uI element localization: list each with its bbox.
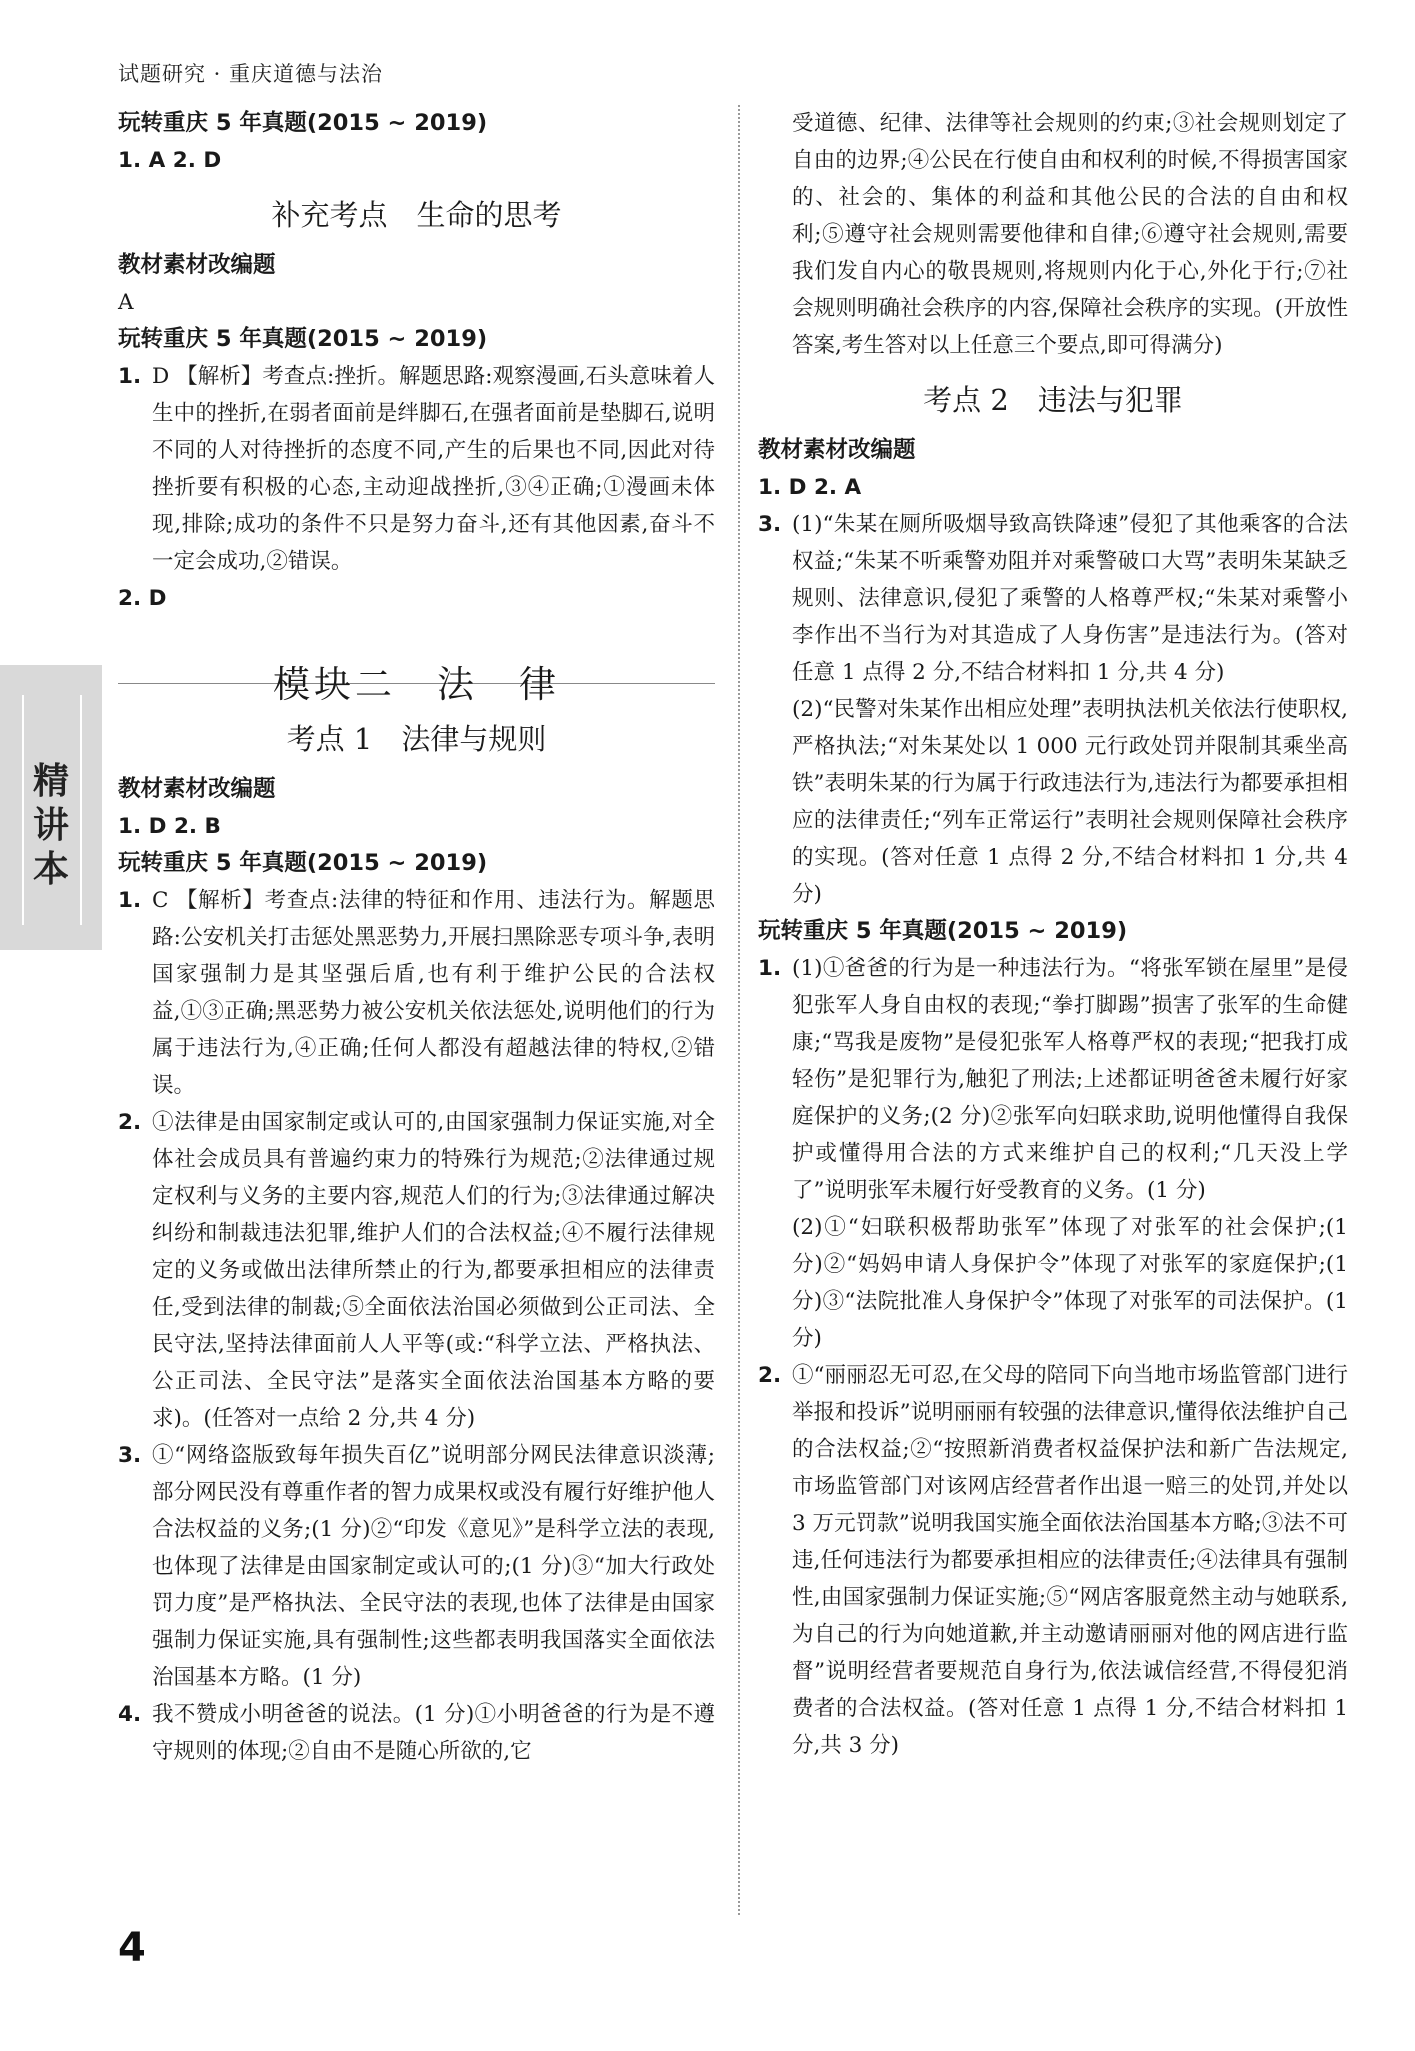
question-answer <box>792 950 1348 1357</box>
running-header: 试题研究 · 重庆道德与法治 <box>118 62 384 86</box>
question-item <box>118 1437 715 1696</box>
answer-part: (2)①“妇联积极帮助张军”体现了对张军的社会保护;(1 分)②“妈妈申请人身保护令”体现了对张军的家庭保护;(1 分)③“法院批准人身保护令”体现了对张军的司法保护。(1 分) <box>792 1215 1348 1351</box>
section-heading: 玩转重庆 5 年真题(2015 ~ 2019) <box>118 850 488 876</box>
question-answer: ①法律是由国家制定或认可的,由国家强制力保证实施,对全体社会成员具有普遍约束力的特殊行为规范;②法律通过规定权利与义务的主要内容,规范人们的行为;③法律通过解决纠纷和制裁违法犯罪,维护人们的合法权益;④不履行法律规定的义务或做出法律所禁止的行为,都要承担相应的法律责任,受到法律的制裁;⑤全面依法治国必须做到公正司法、全民守法,坚持法律面前人人平等(或:“科学立法、严格执法、公正司法、全民守法”是落实全面依法治国基本方略的要求)。(任答对一点给 2 分,共 4 分) <box>152 1110 715 1431</box>
question-answer: 我不赞成小明爸爸的说法。(1 分)①小明爸爸的行为是不遵守规则的体现;②自由不是随心所欲的,它 <box>152 1702 715 1764</box>
question-answer <box>792 506 1348 913</box>
question-item <box>118 1104 715 1437</box>
section-heading: 玩转重庆 5 年真题(2015 ~ 2019) <box>118 110 488 136</box>
module-title: 模块二 法 律 <box>273 663 560 706</box>
section-heading: 教材素材改编题 <box>118 252 276 278</box>
answer-line: A <box>118 290 134 315</box>
question-item <box>118 882 715 1104</box>
question-item <box>758 1357 1348 1764</box>
side-tab-label: 精 讲 本 <box>32 761 69 890</box>
question-number: 3. <box>118 1443 142 1468</box>
question-answer: ①“丽丽忍无可忍,在父母的陪同下向当地市场监管部门进行举报和投诉”说明丽丽有较强的法律意识,懂得依法维护自己的合法权益;②“按照新消费者权益保护法和新广告法规定,市场监管部门对该网店经营者作出退一赔三的处罚,并处以 3 万元罚款”说明我国实施全面依法治国基本方略;③法不可违,任何违法行为都要承担相应的法律责任;④法律具有强制性,由国家强制力保证实施;⑤“网店客服竟然主动与她联系,为自己的行为向她道歉,并主动邀请丽丽对他的网店进行监督”说明经营者要规范自身行为,依法诚信经营,不得侵犯消费者的合法权益。(答对任意 1 点得 1 分,不结合材料扣 1 分,共 3 分) <box>792 1363 1348 1758</box>
question-item <box>118 1696 715 1770</box>
question-number: 1. <box>118 888 142 913</box>
topic-heading: 补充考点 生命的思考 <box>271 198 562 232</box>
answer-part: (2)“民警对朱某作出相应处理”表明执法机关依法行使职权,严格执法;“对朱某处以 1 000 元行政处罚并限制其乘坐高铁”表明朱某的行为属于行政违法行为,违法行为都要承担相应的法律责任;“列车正常运行”表明社会规则保障社会秩序的实现。(答对任意 1 点得 2 分,不结合材料扣 1 分,共 4 分) <box>792 697 1348 907</box>
question-answer: D 【解析】考查点:挫折。解题思路:观察漫画,石头意味着人生中的挫折,在弱者面前是绊脚石,在强者面前是垫脚石,说明不同的人对待挫折的态度不同,产生的后果也不同,因此对待挫折要有积极的心态,主动迎战挫折,③④正确;①漫画未体现,排除;成功的条件不只是努力奋斗,还有其他因素,奋斗不一定会成功,②错误。 <box>152 364 715 574</box>
question-item <box>758 506 1348 913</box>
answer-line: 2. D <box>118 586 167 611</box>
section-heading: 教材素材改编题 <box>758 437 916 463</box>
question-number: 1. <box>118 364 142 389</box>
continued-answer: 受道德、纪律、法律等社会规则的约束;③社会规则划定了自由的边界;④公民在行使自由和权利的时候,不得损害国家的、社会的、集体的利益和其他公民的合法的自由和权利;⑤遵守社会规则需要他律和自律;⑥遵守社会规则,需要我们发自内心的敬畏规则,将规则内化于心,外化于行;⑦社会规则明确社会秩序的内容,保障社会秩序的实现。(开放性答案,考生答对以上任意三个要点,即可得满分) <box>792 111 1348 358</box>
answer-line: 1. A 2. D <box>118 148 222 173</box>
column-divider <box>738 105 740 1915</box>
question-item <box>118 358 715 580</box>
question-answer: C 【解析】考查点:法律的特征和作用、违法行为。解题思路:公安机关打击惩处黑恶势力,开展扫黑除恶专项斗争,表明国家强制力是其坚强后盾,也有利于维护公民的合法权益,①③正确;黑恶势力被公安机关依法惩处,说明他们的行为属于违法行为,④正确;任何人都没有超越法律的特权,②错误。 <box>152 888 715 1098</box>
topic-heading: 考点 1 法律与规则 <box>286 722 547 756</box>
answer-line: 1. D 2. A <box>758 475 862 500</box>
question-number: 4. <box>118 1702 142 1727</box>
section-heading: 教材素材改编题 <box>118 776 276 802</box>
right-column <box>758 105 1348 1764</box>
question-number: 2. <box>118 1110 142 1135</box>
answer-part: (1)①爸爸的行为是一种违法行为。“将张军锁在屋里”是侵犯张军人身自由权的表现;“拳打脚踢”损害了张军的生命健康;“骂我是废物”是侵犯张军人格尊严权的表现;“把我打成轻伤”是犯罪行为,触犯了刑法;上述都证明爸爸未履行好家庭保护的义务;(2 分)②张军向妇联求助,说明他懂得自我保护或懂得用合法的方式来维护自己的权利;“几天没上学了”说明张军未履行好受教育的义务。(1 分) <box>792 956 1348 1203</box>
left-column <box>118 105 715 1770</box>
question-number: 2. <box>758 1363 782 1388</box>
answer-part: (1)“朱某在厕所吸烟导致高铁降速”侵犯了其他乘客的合法权益;“朱某不听乘警劝阻并对乘警破口大骂”表明朱某缺乏规则、法律意识,侵犯了乘警的人格尊严权;“朱某对乘警小李作出不当行为对其造成了人身伤害”是违法行为。(答对任意 1 点得 2 分,不结合材料扣 1 分,共 4 分) <box>792 512 1348 685</box>
section-heading: 玩转重庆 5 年真题(2015 ~ 2019) <box>118 326 488 352</box>
question-answer: ①“网络盗版致每年损失百亿”说明部分网民法律意识淡薄;部分网民没有尊重作者的智力成果权或没有履行好维护他人合法权益的义务;(1 分)②“印发《意见》”是科学立法的表现,也体现了法律是由国家制定或认可的;(1 分)③“加大行政处罚力度”是严格执法、全民守法的表现,也体了法律是由国家强制力保证实施,具有强制性;这些都表明我国落实全面依法治国基本方略。(1 分) <box>152 1443 715 1690</box>
topic-heading: 考点 2 违法与犯罪 <box>923 383 1183 417</box>
section-heading: 玩转重庆 5 年真题(2015 ~ 2019) <box>758 918 1128 944</box>
question-number: 3. <box>758 512 782 537</box>
page-number: 4 <box>118 1925 146 1971</box>
answer-line: 1. D 2. B <box>118 814 221 839</box>
question-item <box>758 950 1348 1357</box>
side-tab <box>0 665 102 950</box>
question-number: 1. <box>758 956 782 981</box>
